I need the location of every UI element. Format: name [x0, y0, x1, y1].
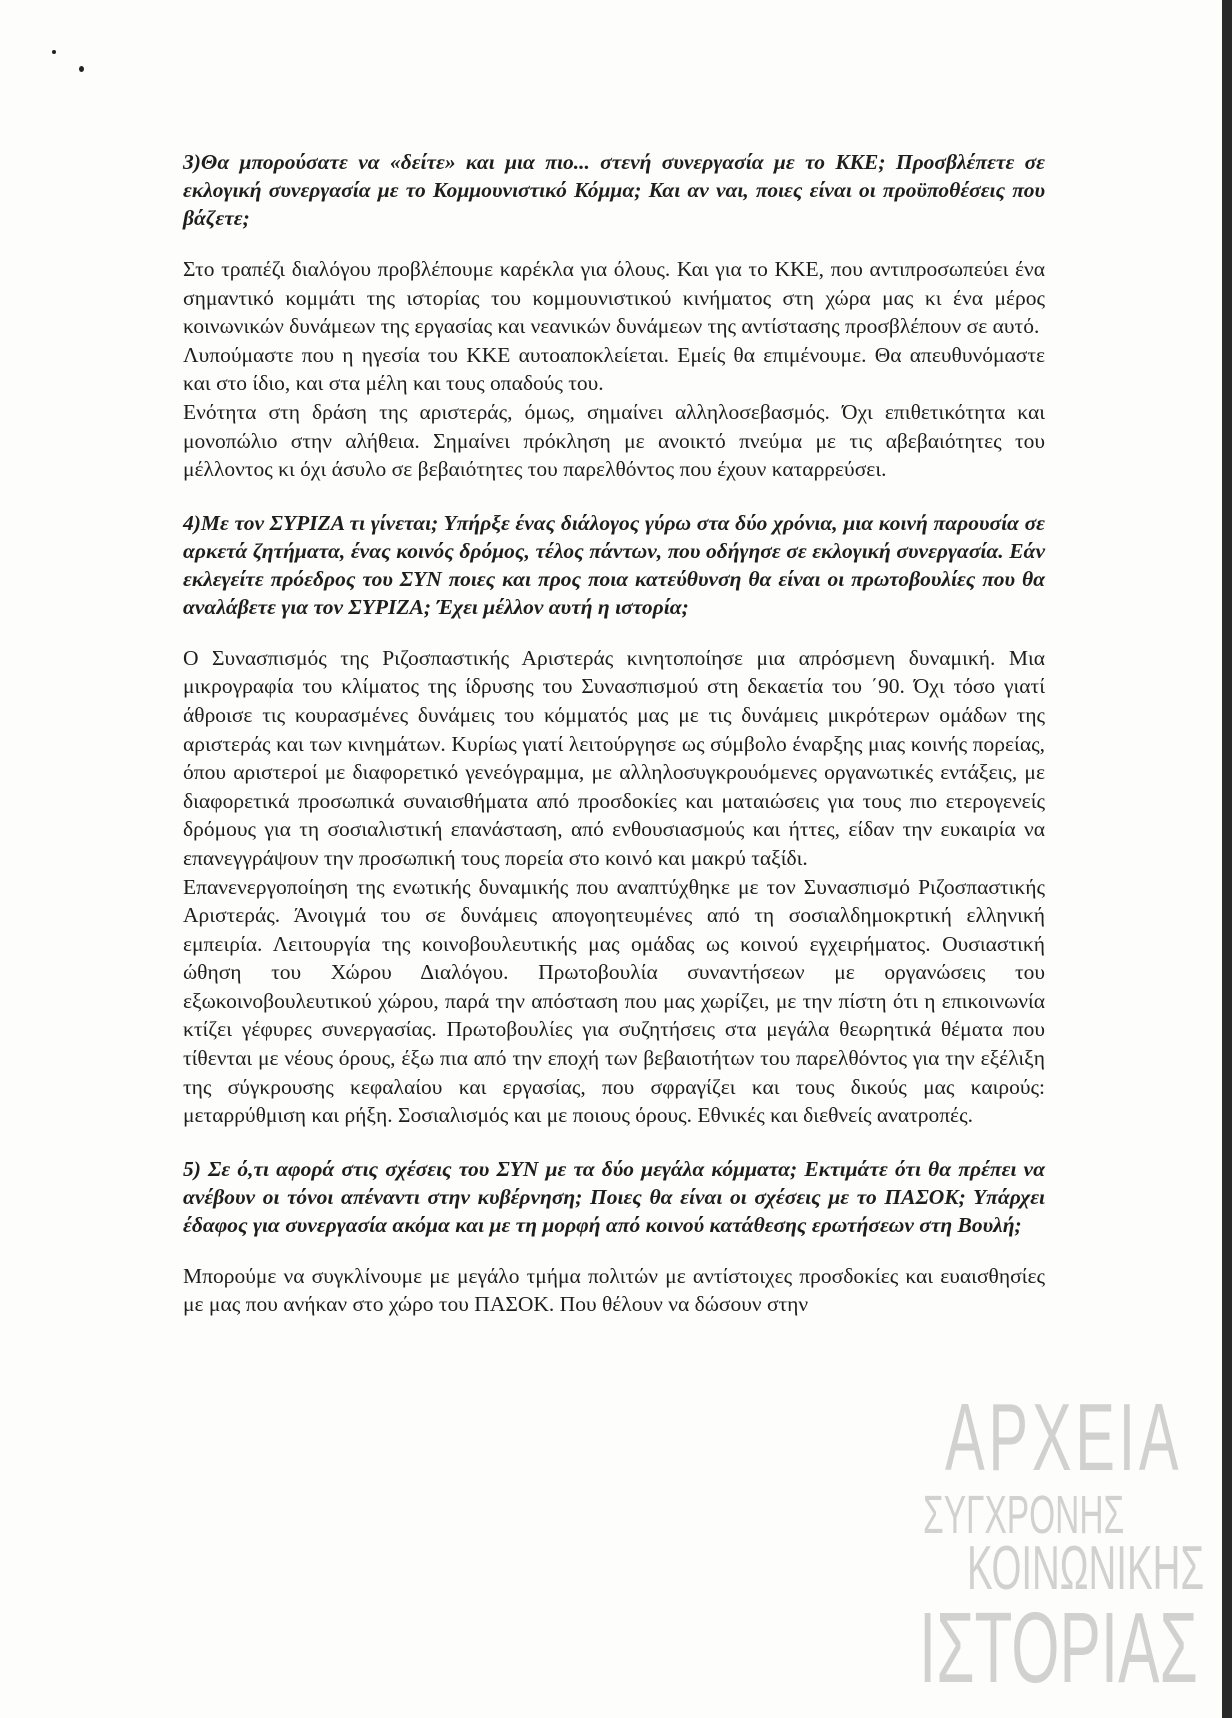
answer-paragraph: Ο Συνασπισμός της Ριζοσπαστικής Αριστεράς κινητοποίησε μια απρόσμενη δυναμική. Μια μικρογραφία του κλίματος της ίδρυσης του Συνασπισμού στη δεκαετία του ΄90. Όχι τόσο γιατί άθροισε τις κουρασμένες δυνάμεις του κόμματός μας με τις δυνάμεις μικρότερων ομάδων της αριστεράς και των κινημάτων. Κυρίως γιατί λειτούργησε ως σύμβολο έναρξης μιας κοινής πορείας, όπου αριστεροί με διαφορετικό γενεόγραμμα, με αλληλοσυγκρουόμενες οργανωτικές εντάξεις, με διαφορετικά προσωπικά συναισθήματα από προσδοκίες και ματαιώσεις για τους πιο ετερογενείς δρόμους για τη σοσιαλιστική επανάσταση, από ενθουσιασμούς και ήττες, είδαν την ευκαιρία να επανεγγράψουν την προσωπική τους πορεία στο κοινό και μακρύ ταξίδι. — [183, 645, 1045, 870]
answer-paragraph: Στο τραπέζι διαλόγου προβλέπουμε καρέκλα για όλους. Και για το ΚΚΕ, που αντιπροσωπεύει ένα σημαντικό κομμάτι της ιστορίας του κομμουνιστικού κινήματος στη χώρα μας κι ένα μέρος κοινωνικών δυνάμεων της εργασίας και νεανικών δυνάμεων της αντίστασης προσβλέπουν σε αυτό. — [183, 257, 1045, 339]
watermark-line: ΑΡΧΕΙΑ — [945, 1384, 1183, 1491]
watermark-line: ΣΥΓΧΡΟΝΗΣ — [923, 1485, 1125, 1545]
question-5: 5) Σε ό,τι αφορά στις σχέσεις του ΣΥΝ με τα δύο μεγάλα κόμματα; Εκτιμάτε ότι θα πρέπει να ανέβουν οι τόνοι απέναντι στην κυβέρνηση; Ποιες θα είναι οι σχέσεις με το ΠΑΣΟΚ; Υπάρχει έδαφος για συνεργασία ακόμα και με τη μορφή από κοινού κατάθεσης ερωτήσεων στη Βουλή; — [183, 1156, 1045, 1237]
scan-speck — [52, 50, 56, 54]
answer-paragraph: Ενότητα στη δράση της αριστεράς, όμως, σημαίνει αλληλοσεβασμός. Όχι επιθετικότητα και μονοπώλιο στην αλήθεια. Σημαίνει πρόκληση με ανοικτό πνεύμα με τις αβεβαιότητες του μέλλοντος κι όχι άσυλο σε βεβαιότητες του παρελθόντος που έχουν καταρρεύσει. — [183, 399, 1045, 482]
answer-paragraph: Λυπούμαστε που η ηγεσία του ΚΚΕ αυτοαποκλείεται. Εμείς θα επιμένουμε. Θα απευθυνόμαστε και στο ίδιο, και στα μέλη και τους οπαδούς του. — [183, 342, 1045, 396]
answer-paragraph: Μπορούμε να συγκλίνουμε με μεγάλο τμήμα πολιτών με αντίστοιχες προσδοκίες και ευαισθησίες με μας που ανήκαν στο χώρο του ΠΑΣΟΚ. Που θέλουν να δώσουν στην — [183, 1263, 1045, 1317]
archive-watermark — [905, 1384, 1205, 1704]
watermark-line: ΙΣΤΟΡΙΑΣ — [919, 1592, 1198, 1704]
scan-speck — [79, 66, 84, 72]
section-q3 — [183, 148, 1045, 484]
section-q5 — [183, 1155, 1045, 1319]
question-4: 4)Με τον ΣΥΡΙΖΑ τι γίνεται; Υπήρξε ένας διάλογος γύρω στα δύο χρόνια, μια κοινή παρουσία σε αρκετά ζητήματα, ένας κοινός δρόμος, τέλος πάντων, που οδήγησε σε εκλογική συνεργασία. Εάν εκλεγείτε πρόεδρος του ΣΥΝ ποιες και προς ποια κατεύθυνση θα είναι οι πρωτοβουλίες που θα αναλάβετε για τον ΣΥΡΙΖΑ; Έχει μέλλον αυτή η ιστορία; — [183, 510, 1045, 619]
answer-paragraph: Επανενεργοποίηση της ενωτικής δυναμικής που αναπτύχθηκε με τον Συνασπισμό Ριζοσπαστικής Αριστεράς. Άνοιγμά του σε δυνάμεις απογοητευμένες από τη σοσιαλδημοκρτική ελληνική εμπειρία. Λειτουργία της κοινοβουλευτικής μας ομάδας ως κοινού εγχειρήματος. Ουσιαστική ώθηση του Χώρου Διαλόγου. Πρωτοβουλία συναντήσεων με οργανώσεις του εξωκοινοβουλευτικού χώρου, παρά την απόσταση που μας χωρίζει, με την πίστη ότι η επικοινωνία κτίζει γέφυρες συνεργασίας. Πρωτοβουλίες για συζητήσεις στα μεγάλα θεωρητικά θέματα που τίθενται με νέους όρους, έξω πια από την εποχή των βεβαιοτήτων του παρελθόντος για την εξέλιξη της σύγκρουσης κεφαλαίου και εργασίας, που σφραγίζει και τους δικούς μας καιρούς: μεταρρύθμιση και ρήξη. Σοσιαλισμός και με ποιους όρους. Εθνικές και διεθνείς ανατροπές. — [183, 874, 1045, 1128]
scan-edge — [1222, 0, 1232, 1718]
question-3: 3)Θα μπορούσατε να «δείτε» και μια πιο... στενή συνεργασία με το ΚΚΕ; Προσβλέπετε σε εκλογική συνεργασία με το Κομμουνιστικό Κόμμα; Και αν ναι, ποιες είναι οι προϋποθέσεις που βάζετε; — [183, 150, 1045, 230]
watermark-line: ΚΟΙΝΩΝΙΚΗΣ — [967, 1534, 1205, 1603]
document-body — [183, 148, 1045, 1319]
section-q4 — [183, 509, 1045, 1130]
